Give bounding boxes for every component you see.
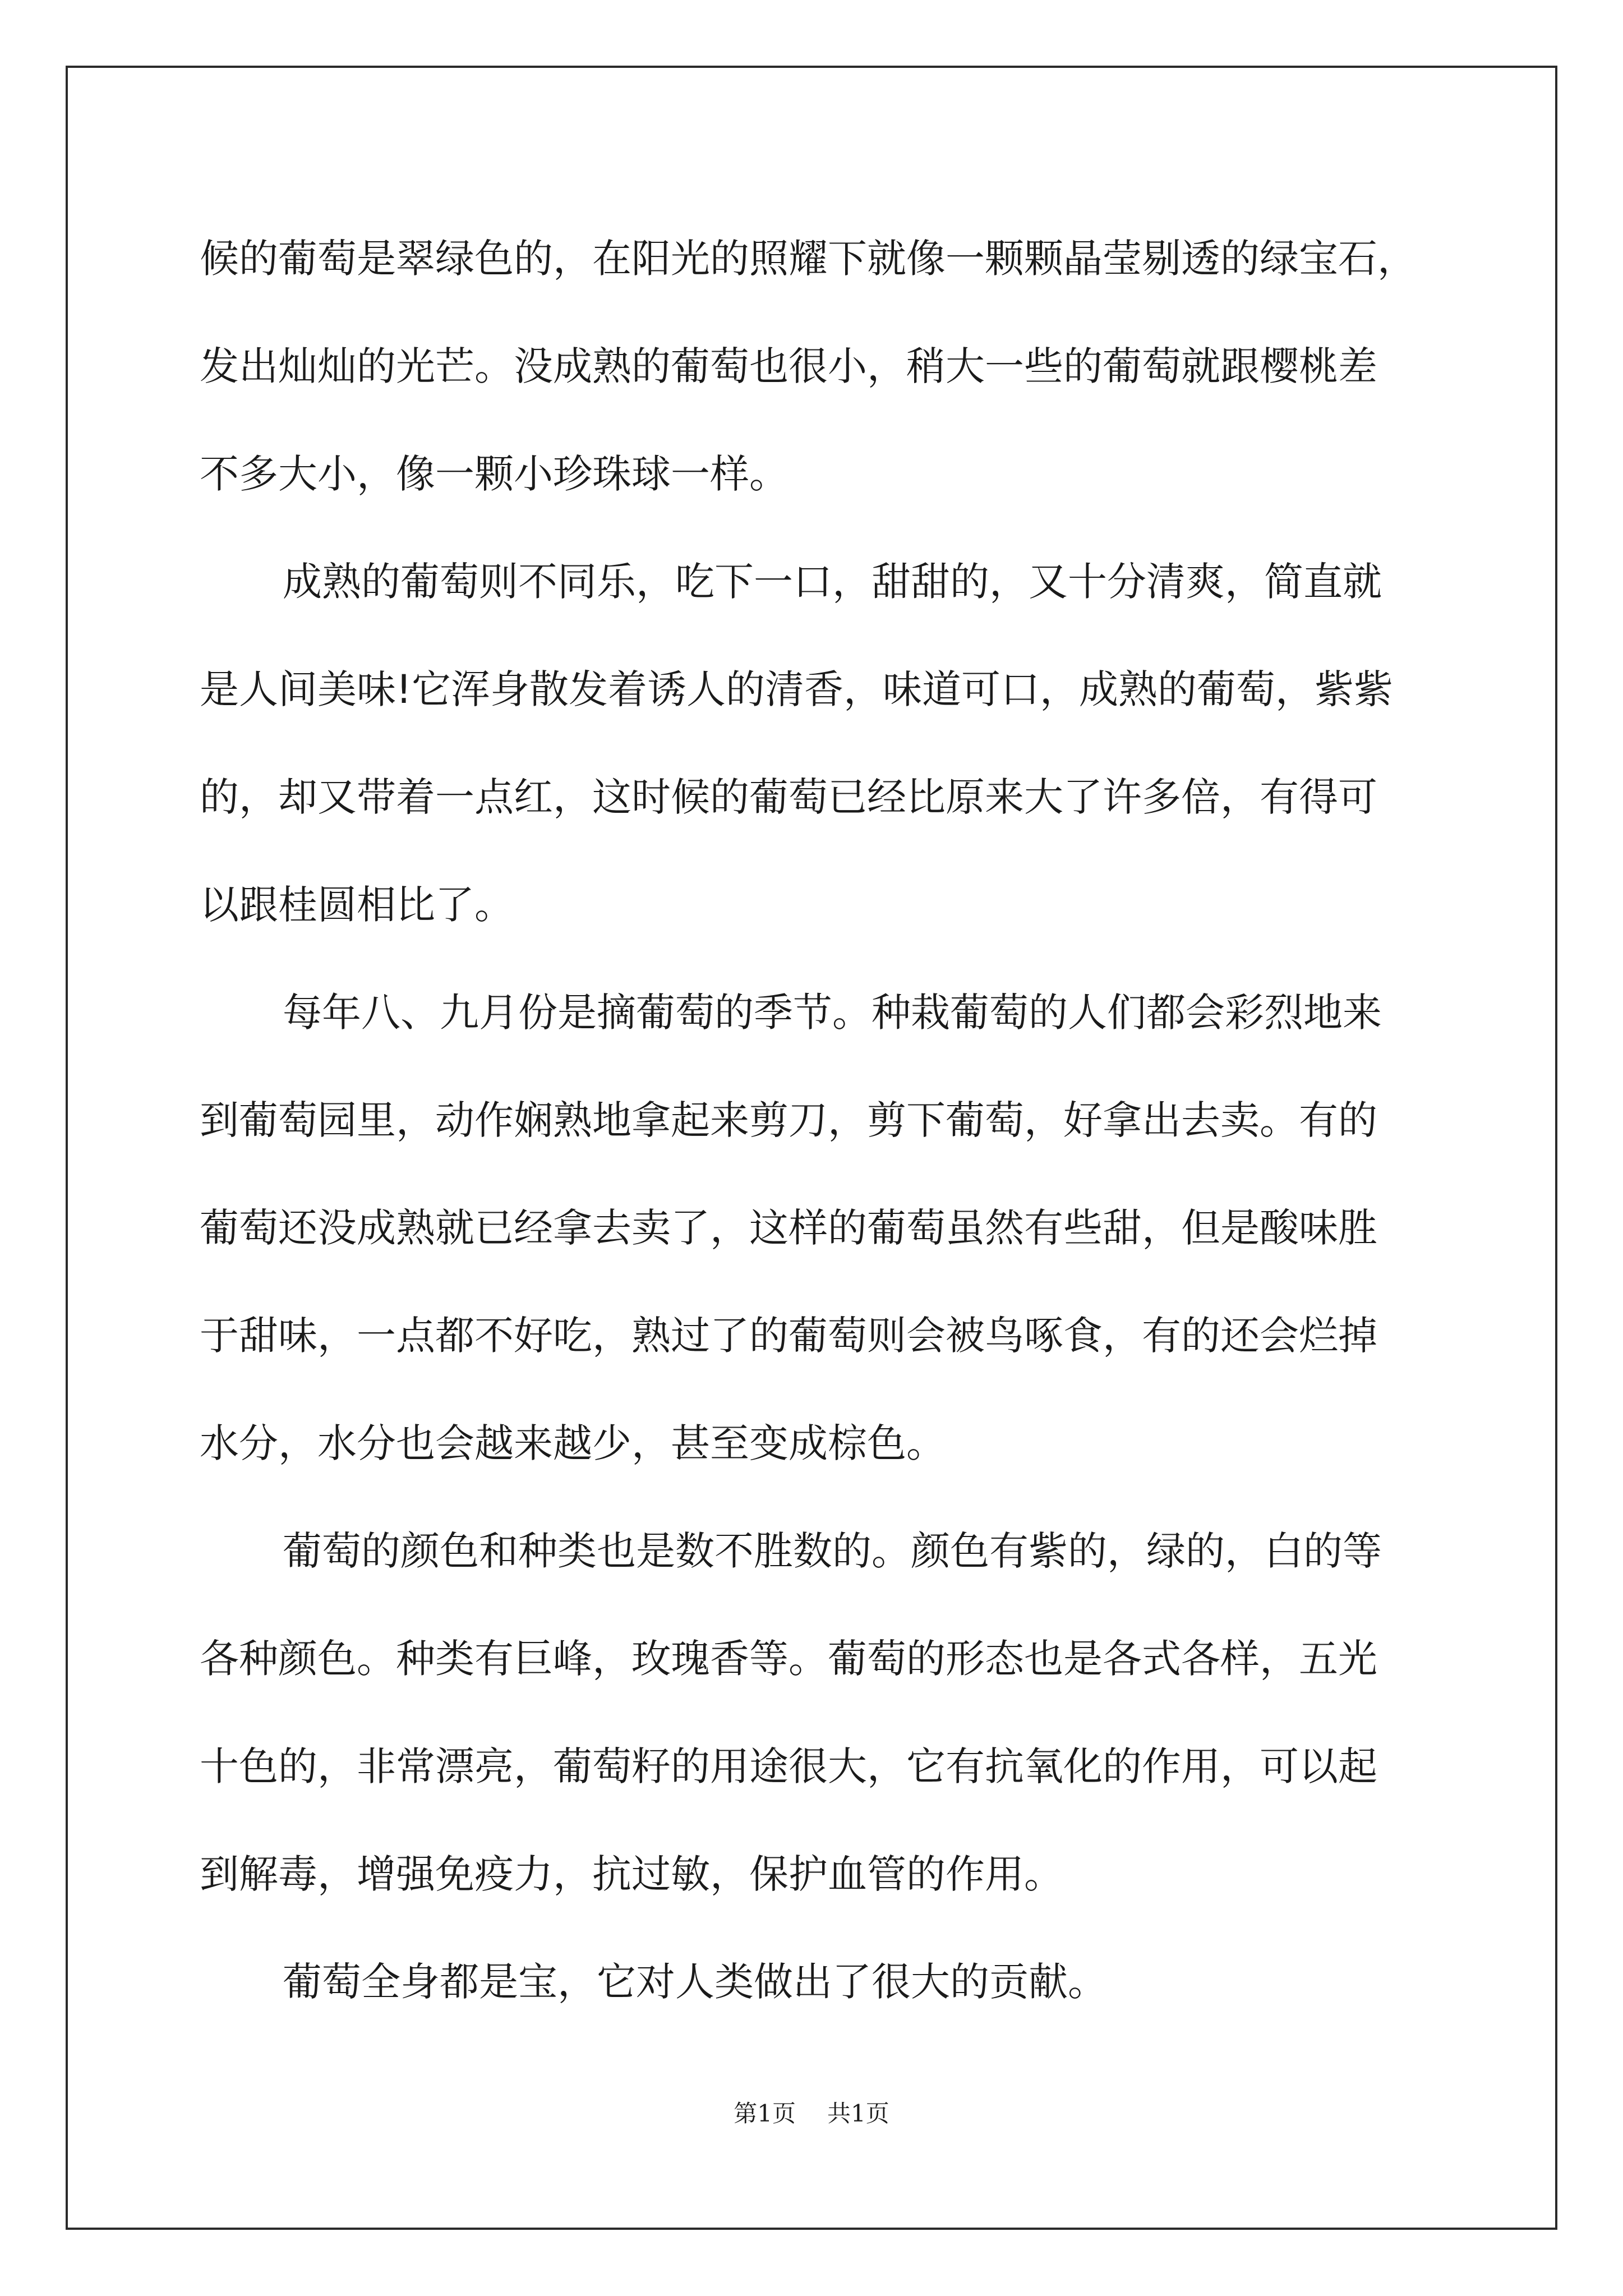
text-line: 是人间美味!它浑身散发着诱人的清香，味道可口，成熟的葡萄，紫紫 xyxy=(200,666,1394,712)
text-line: 葡萄还没成熟就已经拿去卖了，这样的葡萄虽然有些甜，但是酸味胜 xyxy=(200,1205,1377,1251)
page-number-current: 第1页 xyxy=(734,2100,796,2127)
document-body xyxy=(200,205,1433,2036)
text-line: 到解毒，增强免疫力，抗过敏，保护血管的作用。 xyxy=(200,1851,1063,1897)
text-line: 十色的，非常漂亮，葡萄籽的用途很大，它有抗氧化的作用，可以起 xyxy=(200,1743,1377,1789)
text-line: 到葡萄园里，动作娴熟地拿起来剪刀，剪下葡萄，好拿出去卖。有的 xyxy=(200,1097,1377,1143)
text-line: 不多大小，像一颗小珍珠球一样。 xyxy=(200,451,789,497)
paragraph-first-line: 成熟的葡萄则不同乐，吃下一口，甜甜的，又十分清爽，简直就 xyxy=(283,559,1382,605)
paragraph-first-line: 葡萄全身都是宝，它对人类做出了很大的贡献。 xyxy=(283,1959,1107,2005)
text-line: 候的葡萄是翠绿色的，在阳光的照耀下就像一颗颗晶莹剔透的绿宝石， xyxy=(200,236,1417,282)
text-line: 于甜味，一点都不好吃，熟过了的葡萄则会被鸟啄食，有的还会烂掉 xyxy=(200,1313,1377,1359)
text-line: 各种颜色。种类有巨峰，玫瑰香等。葡萄的形态也是各式各样，五光 xyxy=(200,1636,1377,1682)
paragraph-first-line: 每年八、九月份是摘葡萄的季节。种栽葡萄的人们都会彩烈地来 xyxy=(283,990,1382,1036)
text-line: 水分，水分也会越来越少，甚至变成棕色。 xyxy=(200,1420,946,1466)
text-line: 的，却又带着一点红，这时候的葡萄已经比原来大了许多倍，有得可 xyxy=(200,774,1377,820)
text-line: 以跟桂圆相比了。 xyxy=(200,882,514,928)
page-number-total: 共1页 xyxy=(827,2100,889,2127)
text-line: 发出灿灿的光芒。没成熟的葡萄也很小，稍大一些的葡萄就跟樱桃差 xyxy=(200,343,1377,389)
paragraph-first-line: 葡萄的颜色和种类也是数不胜数的。颜色有紫的，绿的，白的等 xyxy=(283,1528,1382,1574)
page-footer xyxy=(0,2095,1623,2129)
